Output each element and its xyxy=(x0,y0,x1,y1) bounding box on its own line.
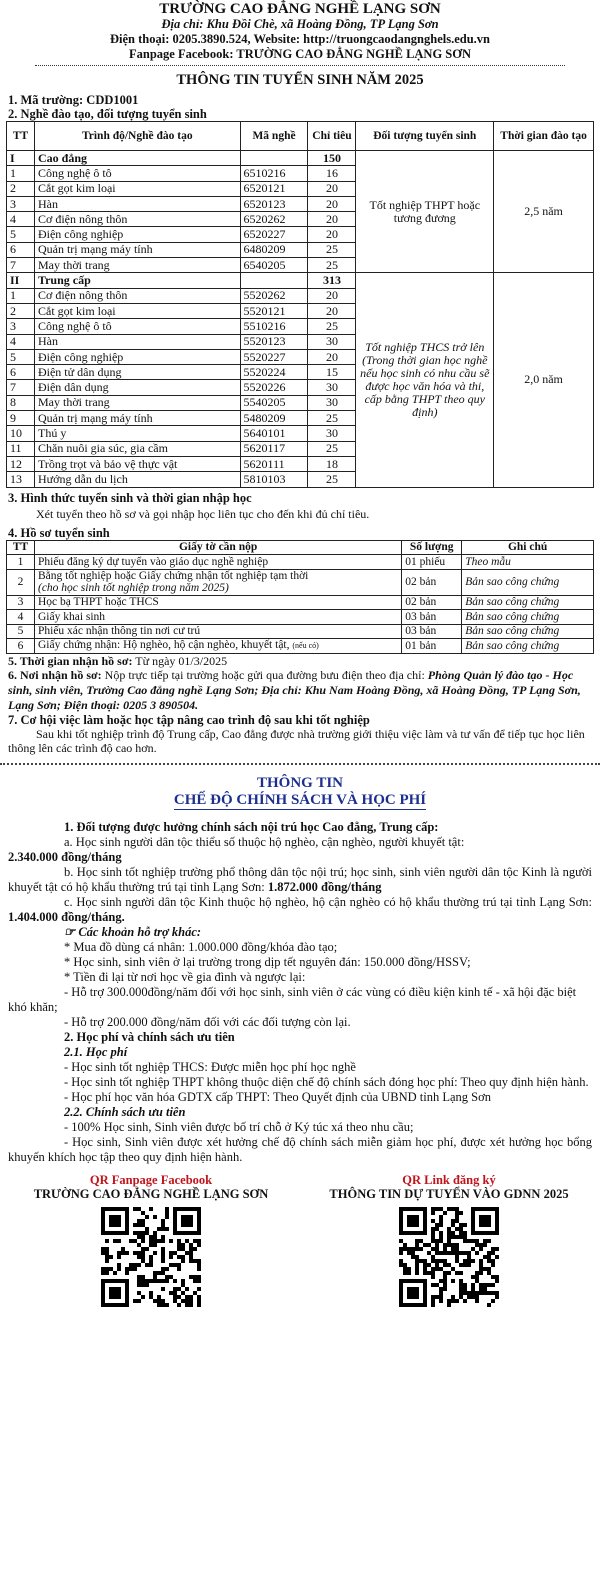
row-code: 6510216 xyxy=(240,166,308,181)
row-code: 5520121 xyxy=(240,303,308,318)
row-program: Trồng trọt và bảo vệ thực vật xyxy=(34,456,240,471)
qr-code-fanpage[interactable] xyxy=(101,1207,201,1307)
documents-table xyxy=(6,540,594,654)
col-tt: TT xyxy=(7,122,35,151)
qr-code-register[interactable] xyxy=(399,1207,499,1307)
col-duration: Thời gian đào tạo xyxy=(494,122,594,151)
row-tt: 3 xyxy=(7,595,35,610)
row-note: Bản sao công chứng xyxy=(462,624,594,639)
row-doc: Phiếu xác nhận thông tin nơi cư trú xyxy=(34,624,401,639)
row-program: Quản trị mạng máy tính xyxy=(34,411,240,426)
row-doc: Bằng tốt nghiệp hoặc Giấy chứng nhận tốt nghiệp tạm thời (cho học sinh tốt nghiệp trong năm 2025) xyxy=(34,569,401,595)
row-quota: 20 xyxy=(308,196,356,211)
col-code: Mã nghề xyxy=(240,122,308,151)
row-quota: 25 xyxy=(308,411,356,426)
row-quota: 20 xyxy=(308,303,356,318)
row-doc: Giấy khai sinh xyxy=(34,610,401,625)
row-code: 6520121 xyxy=(240,181,308,196)
row-tt: 5 xyxy=(7,349,35,364)
row-quota: 20 xyxy=(308,181,356,196)
row-tt: 9 xyxy=(7,411,35,426)
row-quota: 20 xyxy=(308,227,356,242)
row-tt: 11 xyxy=(7,441,35,456)
row-tt: 1 xyxy=(7,555,35,570)
row-doc: Học bạ THPT hoặc THCS xyxy=(34,595,401,610)
row-program: Điện tử dân dụng xyxy=(34,365,240,380)
row-quota: 25 xyxy=(308,472,356,487)
row-tt: 4 xyxy=(7,610,35,625)
school-contact: Điện thoại: 0205.3890.524, Website: http://truongcaodangnghels.edu.vn xyxy=(109,32,491,46)
row-program: Cơ điện nông thôn xyxy=(34,288,240,303)
table-row xyxy=(7,624,594,639)
section-6: 6. Nơi nhận hồ sơ: Nộp trực tiếp tại trường hoặc gửi qua đường bưu điện theo địa chỉ: Phòng Quản lý đào tạo - Học sinh, sinh viên, Trường Cao đẳng nghề Lạng Sơn; Địa chỉ: Khu Nam Hoàng Đồng, xã Hoàng Đồng, TP Lạng Sơn, Lạng Sơn; Điện thoại: 0205 3 890504. xyxy=(8,667,581,712)
col-program: Trình độ/Nghề đào tạo xyxy=(34,122,240,151)
row-quota: 25 xyxy=(308,242,356,257)
row-code: 5810103 xyxy=(240,472,308,487)
row-code: 5520227 xyxy=(240,349,308,364)
row-quota: 20 xyxy=(308,288,356,303)
row-tt: 8 xyxy=(7,395,35,410)
row-tt: 1 xyxy=(7,288,35,303)
row-program: May thời trang xyxy=(34,258,240,273)
row-program: Cắt gọt kim loại xyxy=(34,181,240,196)
school-fanpage: Fanpage Facebook: TRƯỜNG CAO ĐẲNG NGHỀ LẠNG SƠN xyxy=(128,47,472,61)
row-code: 5510216 xyxy=(240,319,308,334)
col-tt: TT xyxy=(7,540,35,555)
row-qty: 03 bản xyxy=(402,610,462,625)
school-name: TRƯỜNG CAO ĐẲNG NGHỀ LẠNG SƠN xyxy=(159,1,441,17)
row-program: May thời trang xyxy=(34,395,240,410)
school-address: Địa chỉ: Khu Đồi Chè, xã Hoàng Đồng, TP Lạng Sơn xyxy=(161,17,439,31)
row-quota: 20 xyxy=(308,212,356,227)
row-doc: Giấy chứng nhận: Hộ nghèo, hộ cận nghèo, khuyết tật, (nếu có) xyxy=(34,639,401,654)
section-7: 7. Cơ hội việc làm hoặc học tập nâng cao trình độ sau khi tốt nghiệp xyxy=(8,712,370,727)
group-total: 150 xyxy=(308,151,356,166)
row-program: Chăn nuôi gia súc, gia cầm xyxy=(34,441,240,456)
row-code: 5520262 xyxy=(240,288,308,303)
group-total: 313 xyxy=(308,273,356,288)
section-7-text: Sau khi tốt nghiệp trình độ Trung cấp, Cao đẳng được nhà trường giới thiệu việc làm và tư vấn để tiếp tục học liên thông lên các trình độ cao hơn. xyxy=(8,726,585,755)
section-4: 4. Hồ sơ tuyển sinh xyxy=(8,525,110,540)
group-name: Trung cấp xyxy=(34,273,240,288)
row-program: Hàn xyxy=(34,196,240,211)
row-quota: 25 xyxy=(308,319,356,334)
row-qty: 02 bản xyxy=(402,595,462,610)
row-doc: Phiếu đăng ký dự tuyển vào giáo dục nghề nghiệp xyxy=(34,555,401,570)
group-tt: I xyxy=(7,151,35,166)
policy-content: 1. Đối tượng được hưởng chính sách nội trú học Cao đẳng, Trung cấp: a. Học sinh người dân tộc thiểu số thuộc hộ nghèo, cận nghèo, người khuyết tật: 2.340.000 đồng/tháng b. Học sinh tốt nghiệp trường phổ thông dân tộc nội trú; học sinh, sinh viên người dân tộc Kinh là người khuyết tật có hộ khẩu thường trú tại tỉnh Lạng Sơn: 1.872.000 đồng/tháng c. Học sinh người dân tộc Kinh thuộc hộ nghèo, hộ cận nghèo có hộ khẩu thường trú tại tỉnh Lạng Sơn: 1.404.000 đồng/tháng. ☞ Các khoản hỗ trợ khác: * Mua đồ dùng cá nhân: 1.000.000 đồng/khóa đào tạo; * Học sinh, sinh viên ở lại trường trong dịp tết nguyên đán: 150.000 đồng/HSSV; * Tiền đi lại từ nơi học về gia đình và ngược lại: - Hỗ trợ 300.000đồng/năm đối với học sinh, sinh viên ở các vùng có điều kiện kinh tế - xã hội đặc biệt khó khăn; - Hỗ trợ 200.000 đồng/năm đối với các đối tượng còn lại. 2. Học phí và chính sách ưu tiên 2.1. Học phí - Học sinh tốt nghiệp THCS: Được miễn học phí học nghề - Học sinh tốt nghiệp THPT không thuộc diện chế độ chính sách đóng học phí: Theo quy định hiện hành. - Học phí học văn hóa GDTX cấp THPT: Theo Quyết định của UBND tỉnh Lạng Sơn 2.2. Chính sách ưu tiên - 100% Học sinh, Sinh viên được bố trí chỗ ở Ký túc xá theo nhu cầu; - Học sinh, Sinh viên được xét hưởng chế độ chính sách miễn giảm học phí, được xét hưởng học bổng khuyến khích học tập theo quy định hiện hành. xyxy=(8,819,592,1164)
col-quota: Chỉ tiêu xyxy=(308,122,356,151)
group-duration: 2,0 năm xyxy=(494,273,594,487)
row-tt: 5 xyxy=(7,227,35,242)
programs-body xyxy=(7,151,594,488)
row-program: Điện công nghiệp xyxy=(34,349,240,364)
row-code: 5620111 xyxy=(240,456,308,471)
qr-section xyxy=(6,1173,594,1311)
row-quota: 25 xyxy=(308,441,356,456)
group-name: Cao đẳng xyxy=(34,151,240,166)
row-tt: 2 xyxy=(7,569,35,595)
section-1: 1. Mã trường: CDD1001 xyxy=(8,93,139,107)
row-tt: 1 xyxy=(7,166,35,181)
group-row xyxy=(7,273,594,288)
table-row xyxy=(7,569,594,595)
row-tt: 2 xyxy=(7,303,35,318)
row-program: Cơ điện nông thôn xyxy=(34,212,240,227)
row-program: Cắt gọt kim loại xyxy=(34,303,240,318)
row-program: Công nghệ ô tô xyxy=(34,166,240,181)
section-5: 5. Thời gian nhận hồ sơ: Từ ngày 01/3/2025 xyxy=(8,653,228,668)
table-row xyxy=(7,555,594,570)
row-code: 6520227 xyxy=(240,227,308,242)
group-target: Tốt nghiệp THPT hoặc tương đương xyxy=(356,151,494,273)
row-program: Thú y xyxy=(34,426,240,441)
row-quota: 30 xyxy=(308,395,356,410)
row-tt: 4 xyxy=(7,334,35,349)
qr-fanpage-block: QR Fanpage Facebook TRƯỜNG CAO ĐẲNG NGHỀ LẠNG SƠN xyxy=(6,1173,296,1311)
section-2: 2. Nghề đào tạo, đối tượng tuyển sinh xyxy=(8,107,207,121)
divider xyxy=(0,763,600,765)
part2-title: THÔNG TIN CHẾ ĐỘ CHÍNH SÁCH VÀ HỌC PHÍ xyxy=(173,774,427,808)
row-code: 6520123 xyxy=(240,196,308,211)
pointing-hand-icon: ☞ xyxy=(64,924,76,939)
row-note: Bản sao công chứng xyxy=(462,595,594,610)
row-tt: 4 xyxy=(7,212,35,227)
row-program: Hướng dẫn du lịch xyxy=(34,472,240,487)
row-code: 5480209 xyxy=(240,411,308,426)
row-tt: 2 xyxy=(7,181,35,196)
row-code: 5640101 xyxy=(240,426,308,441)
row-program: Điện dân dụng xyxy=(34,380,240,395)
row-code: 6540205 xyxy=(240,258,308,273)
row-program: Điện công nghiệp xyxy=(34,227,240,242)
row-code: 5540205 xyxy=(240,395,308,410)
row-tt: 10 xyxy=(7,426,35,441)
col-note: Ghi chú xyxy=(462,540,594,555)
row-code: 5520123 xyxy=(240,334,308,349)
row-note: Bản sao công chứng xyxy=(462,639,594,654)
row-code: 6480209 xyxy=(240,242,308,257)
group-target: Tốt nghiệp THCS trở lên (Trong thời gian học nghề nếu học sinh có nhu cầu sẽ được học văn hóa và thi, cấp bằng THPT theo quy định) xyxy=(356,273,494,487)
divider xyxy=(35,65,565,66)
row-program: Công nghệ ô tô xyxy=(34,319,240,334)
header xyxy=(0,2,600,62)
row-tt: 6 xyxy=(7,365,35,380)
row-qty: 01 bản xyxy=(402,639,462,654)
row-quota: 30 xyxy=(308,334,356,349)
row-quota: 30 xyxy=(308,380,356,395)
page-title: THÔNG TIN TUYỂN SINH NĂM 2025 xyxy=(176,72,424,88)
row-tt: 6 xyxy=(7,242,35,257)
row-qty: 03 bản xyxy=(402,624,462,639)
row-program: Hàn xyxy=(34,334,240,349)
row-tt: 7 xyxy=(7,380,35,395)
row-note: Bản sao công chứng xyxy=(462,569,594,595)
table-row xyxy=(7,639,594,654)
col-target: Đối tượng tuyển sinh xyxy=(356,122,494,151)
table-row xyxy=(7,595,594,610)
row-tt: 13 xyxy=(7,472,35,487)
row-tt: 12 xyxy=(7,456,35,471)
row-tt: 3 xyxy=(7,319,35,334)
col-qty: Số lượng xyxy=(402,540,462,555)
row-quota: 20 xyxy=(308,349,356,364)
row-program: Quản trị mạng máy tính xyxy=(34,242,240,257)
row-code: 5520226 xyxy=(240,380,308,395)
row-quota: 30 xyxy=(308,426,356,441)
programs-table xyxy=(6,121,594,488)
row-code: 5620117 xyxy=(240,441,308,456)
row-quota: 15 xyxy=(308,365,356,380)
row-tt: 5 xyxy=(7,624,35,639)
row-code: 5520224 xyxy=(240,365,308,380)
qr-register-block: QR Link đăng ký THÔNG TIN DỰ TUYỂN VÀO GDNN 2025 xyxy=(304,1173,594,1311)
row-note: Theo mẫu xyxy=(462,555,594,570)
table-row xyxy=(7,610,594,625)
row-tt: 6 xyxy=(7,639,35,654)
group-row xyxy=(7,151,594,166)
row-tt: 3 xyxy=(7,196,35,211)
row-quota: 16 xyxy=(308,166,356,181)
group-tt: II xyxy=(7,273,35,288)
row-quota: 18 xyxy=(308,456,356,471)
row-code: 6520262 xyxy=(240,212,308,227)
table-header xyxy=(7,540,594,555)
col-doc: Giấy tờ cần nộp xyxy=(34,540,401,555)
row-note: Bản sao công chứng xyxy=(462,610,594,625)
row-quota: 25 xyxy=(308,258,356,273)
documents-body xyxy=(7,555,594,654)
section-3: 3. Hình thức tuyển sinh và thời gian nhập học xyxy=(8,490,252,505)
row-tt: 7 xyxy=(7,258,35,273)
group-duration: 2,5 năm xyxy=(494,151,594,273)
row-qty: 02 bản xyxy=(402,569,462,595)
table-header xyxy=(7,122,594,151)
section-3-text: Xét tuyển theo hồ sơ và gọi nhập học liên tục cho đến khi đủ chỉ tiêu. xyxy=(36,506,370,521)
row-qty: 01 phiếu xyxy=(402,555,462,570)
